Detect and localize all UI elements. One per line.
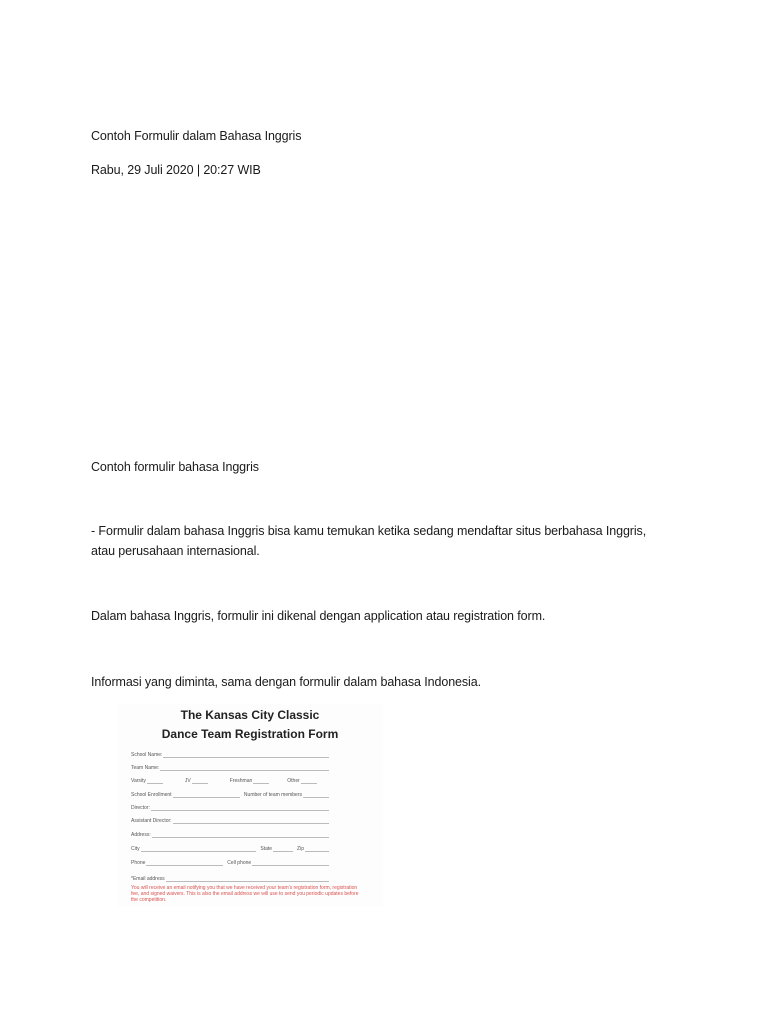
- form-row-email: *Email address: [131, 874, 333, 882]
- form-row-enrollment: School Enrollment Number of team members: [131, 790, 333, 798]
- form-row-division: Varsity JV Freshman Other: [131, 776, 333, 784]
- form-row-director: Director:: [131, 803, 333, 811]
- section-subheading: Contoh formulir bahasa Inggris: [91, 460, 259, 474]
- form-row-team-name: Team Name:: [131, 763, 333, 771]
- form-email-note: You will receive an email notifying you that we have received your team's registration form, registration fee, and signed waivers. This is also the email address we will use to send you periodic updates before the competition.: [131, 885, 359, 903]
- form-row-assistant-director: Assistant Director:: [131, 816, 333, 824]
- registration-form-image: [117, 704, 383, 906]
- paragraph-application: Dalam bahasa Inggris, formulir ini dikenal dengan application atau registration form.: [91, 609, 546, 623]
- paragraph-intro: - Formulir dalam bahasa Inggris bisa kamu temukan ketika sedang mendaftar situs berbahasa Inggris, atau perusahaan internasional.: [91, 524, 647, 558]
- paragraph-information: Informasi yang diminta, sama dengan formulir dalam bahasa Indonesia.: [91, 675, 481, 689]
- form-row-phone: Phone Cell phone: [131, 858, 333, 866]
- form-row-address: Address:: [131, 830, 333, 838]
- form-title-line1: The Kansas City Classic: [180, 708, 320, 722]
- form-row-school-name: School Name:: [131, 750, 333, 758]
- document-date: Rabu, 29 Juli 2020 | 20:27 WIB: [91, 163, 261, 177]
- document-title: Contoh Formulir dalam Bahasa Inggris: [91, 129, 302, 143]
- form-row-city: City State Zip: [131, 844, 333, 852]
- form-title-line2: Dance Team Registration Form: [161, 727, 339, 741]
